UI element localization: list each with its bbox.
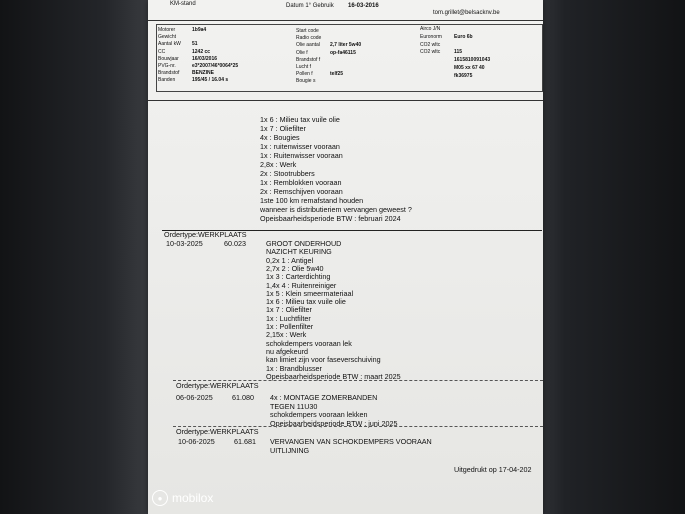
block1-line: 1x : Remblokken vooraan [260,178,342,187]
spec-value: 115 [454,49,463,56]
spec-label: Aantal kW [158,41,181,48]
block1-line: 1x : Ruitenwisser vooraan [260,151,343,160]
spec-value: telf25 [330,71,344,78]
spec-value: 1615810091043 [454,57,491,64]
header-rule [148,20,543,21]
spec-value: Euro 6b [454,33,473,40]
order-line: 1x 5 : Klein smeermateriaal [266,288,354,298]
spec-label: Bougie s [296,78,316,85]
order1-number: 60.023 [224,239,246,248]
spec-label: Motorer [158,27,176,33]
order-line: 0,2x 1 : Antigel [266,255,314,265]
spec-label: Radio code [296,35,322,42]
order-line: VERVANGEN VAN SCHOKDEMPERS VOORAAN [270,437,432,446]
order-line: GROOT ONDERHOUD [266,239,342,248]
spec-label: CO2 wltc [420,41,441,48]
order-line: 2,15x : Werk [266,330,307,340]
spec-label: Olie aantal [296,42,320,49]
spec-value: 51 [192,41,198,48]
order-line: 1,4x 4 : Ruitenreiniger [266,280,337,290]
order-line: 1x : Luchtfilter [266,313,311,323]
spec-value: 16/03/2016 [192,55,218,62]
spec-value: fk36975 [454,72,473,79]
order2-number: 61.080 [232,393,254,402]
order-line: 1x 6 : Milieu tax vuile olie [266,297,346,307]
block1-line: 1x : ruitenwisser vooraan [260,142,340,151]
block1-line: Opeisbaarheidsperiode BTW : februari 2024 [260,214,401,223]
spec-value: 2,7 liter 5w40 [330,42,362,49]
block1-line: 2x : Stootrubbers [260,169,315,178]
order-line: 2,7x 2 : Olie 5w40 [266,263,324,273]
watermark [152,490,213,506]
spec-value: op-fa46115 [330,49,356,56]
spec-label: PVG-nr. [158,63,176,69]
block1-line: 1x 7 : Oliefilter [260,124,306,133]
datum-label: Datum 1° Gebruik [286,3,334,9]
watermark-text: mobilox [172,491,214,505]
order-line: nu afgekeurd [266,346,308,356]
spec-label: Banden [158,77,176,84]
order-line: schokdempers vooraan lekken [270,410,368,419]
spec-label: Olie f [296,49,308,56]
spec-value: BENZINE [192,70,214,77]
order-line: kan limiet zijn voor faseverschuiving [266,355,381,365]
spec-value: 195/45 / 16.04 s [192,77,229,84]
order-line: 1x : Pollenfilter [266,322,314,331]
block1-line: 2,8x : Werk [260,160,297,169]
datum-value: 16-03-2016 [348,3,379,9]
spec-label: Airco J/N [420,26,441,32]
block1-line: 4x : Bougies [260,133,300,142]
block1-line: wanneer is distributieriem vervangen geweest ? [260,205,412,214]
mobilox-logo-icon: ● [152,490,168,506]
order-line: schokdempers vooraan lek [266,338,352,348]
spec-label: Start code [296,28,319,34]
spec-value: M05 xx 67 40 [454,65,485,71]
order2-type: Ordertype:WERKPLAATS [176,381,259,390]
spec-label: Pollen f [296,71,313,78]
spec-label: CC [158,48,166,55]
order-line: NAZICHT KEURING [266,247,332,257]
email: tom.grillet@belsacknv.be [433,10,500,16]
order-line: 1x : Brandblusser [266,363,322,373]
order3-date: 10-06-2025 [178,437,215,446]
order2-date: 06-06-2025 [176,393,213,402]
specs-rule [148,100,543,101]
km-label: KM-stand [170,1,196,7]
block1-line: 1ste 100 km remafstand houden [260,196,364,205]
order1-date: 10-03-2025 [166,239,203,248]
block1-line: 2x : Remschijven vooraan [260,187,343,196]
background-left [0,0,150,514]
block1-line: 1x 6 : Milieu tax vuile olie [260,115,340,124]
order-line: 1x 3 : Carterdichting [266,272,331,282]
spec-value: 1b9a4 [192,27,207,33]
printed-date: Uitgedrukt op 17-04-202 [454,465,532,474]
spec-value: 1242 cc [192,48,211,55]
spec-label: Brandstof f [296,56,321,63]
spec-value: e3*2007/46*0064*25 [192,63,239,69]
order-line: Opeisbaarheidsperiode BTW : maart 2025 [266,371,401,381]
spec-label: Bouwjaar [158,55,179,62]
order1-type: Ordertype:WERKPLAATS [164,230,247,239]
document-page [148,0,543,514]
order3-type: Ordertype:WERKPLAATS [176,427,259,436]
spec-label: Euronorm [420,33,442,40]
spec-label: Gewicht [158,34,177,41]
spec-label: Lucht f [296,64,312,70]
order-line: 1x 7 : Oliefilter [266,305,312,315]
order-line: Opeisbaarheidsperiode BTW : juni 2025 [270,418,398,428]
spec-label: Brandstof [158,70,180,77]
order-line: 4x : MONTAGE ZOMERBANDEN [270,393,378,402]
background-right [535,0,685,514]
order-line: UITLIJNING [270,445,310,455]
order-line: TEGEN 11U30 [270,401,318,411]
order3-number: 61.681 [234,437,256,446]
spec-label: CO2 wltc [420,49,441,56]
